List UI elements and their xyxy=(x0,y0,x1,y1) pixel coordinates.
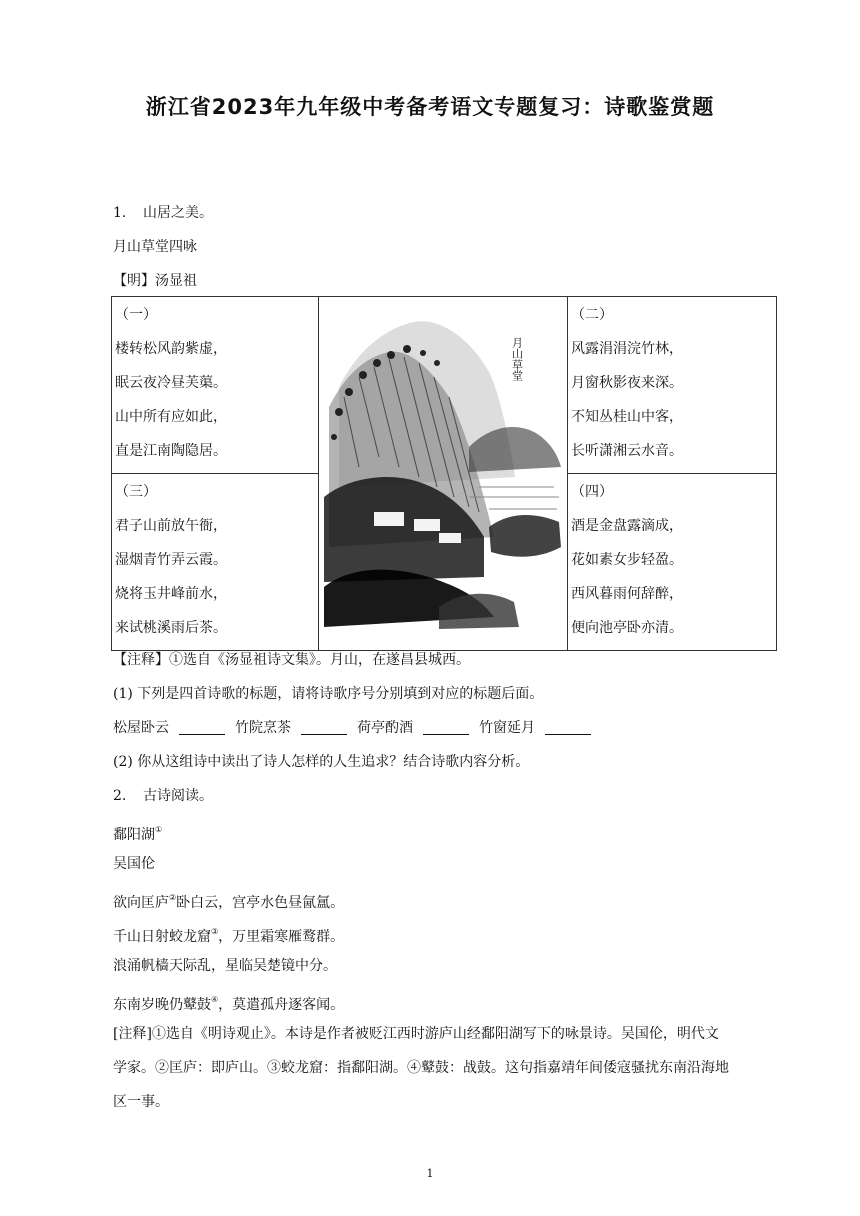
poem-line: 风露涓涓浣竹林， xyxy=(571,341,683,357)
title-blanks-row xyxy=(113,718,601,738)
annotation-note-line: [注释]①选自《明诗观止》。本诗是作者被贬江西时游庐山经鄱阳湖写下的咏景诗。吴国伦，明代文 xyxy=(113,1026,719,1042)
poem-cell-3 xyxy=(112,474,319,651)
poem-line: 花如素女步轻盈。 xyxy=(571,552,683,568)
sub-question-2: (2) 你从这组诗中读出了诗人怎样的人生追求？结合诗歌内容分析。 xyxy=(113,754,530,770)
poem-line: 便向池亭卧亦清。 xyxy=(571,620,683,636)
question-text: 古诗阅读。 xyxy=(143,788,213,804)
footnote-marker: ① xyxy=(155,825,163,834)
question-1-prompt xyxy=(113,203,213,223)
poem-line xyxy=(113,888,344,913)
footnote-marker: ④ xyxy=(211,995,219,1004)
title-label: 松屋卧云 xyxy=(113,720,169,736)
poem-line-text: ，莫遣孤舟逐客闻。 xyxy=(218,997,345,1013)
painting-inscription: 月山草堂 xyxy=(510,337,524,381)
footnote-marker: ③ xyxy=(211,927,219,936)
poem-line: 来试桃溪雨后茶。 xyxy=(115,620,227,636)
poem-cell-4 xyxy=(568,474,777,651)
poem-heading: （二） xyxy=(571,307,613,323)
poem-title: 月山草堂四咏 xyxy=(113,239,197,255)
answer-blank[interactable] xyxy=(301,720,347,735)
annotation-note: 【注释】①选自《汤显祖诗文集》。月山，在遂昌县城西。 xyxy=(113,652,470,668)
poem-line: 酒是金盘露滴成， xyxy=(571,518,683,534)
poem-line: 月窗秋影夜来深。 xyxy=(571,375,683,391)
poem-line: 直是江南陶隐居。 xyxy=(115,443,227,459)
answer-blank[interactable] xyxy=(545,720,591,735)
landscape-painting xyxy=(319,297,568,651)
poem-title-text: 鄱阳湖 xyxy=(113,827,155,843)
title-label: 竹院烹茶 xyxy=(235,720,291,736)
poem-line-text: 欲向匡庐 xyxy=(113,895,169,911)
question-number: 2. xyxy=(113,788,127,804)
poem-line-text: 千山日射蛟龙窟 xyxy=(113,929,211,945)
poem-line: 山中所有应如此， xyxy=(115,409,227,425)
poem-line: 湿烟青竹弄云霞。 xyxy=(115,552,227,568)
sub-question-1: (1) 下列是四首诗歌的标题，请将诗歌序号分别填到对应的标题后面。 xyxy=(113,686,544,702)
page-number: 1 xyxy=(426,1167,434,1180)
annotation-note-line: 学家。②匡庐：即庐山。③蛟龙窟：指鄱阳湖。④鼙鼓：战鼓。这句指嘉靖年间倭寇骚扰东南沿海地 xyxy=(113,1060,729,1076)
landscape-painting-svg xyxy=(319,297,568,643)
poem-heading: （四） xyxy=(571,484,613,500)
poem-heading: （三） xyxy=(115,484,157,500)
footnote-marker: ② xyxy=(169,893,177,902)
poem-line: 楼转松风韵紫虚， xyxy=(115,341,227,357)
poem-line: 西风暮雨何辞醉， xyxy=(571,586,683,602)
answer-blank[interactable] xyxy=(179,720,225,735)
poem-line: 不知丛桂山中客， xyxy=(571,409,683,425)
poem-cell-2 xyxy=(568,297,777,474)
annotation-note-line: 区一事。 xyxy=(113,1094,169,1110)
poem-line: 君子山前放午衙， xyxy=(115,518,227,534)
answer-blank[interactable] xyxy=(423,720,469,735)
poem-line xyxy=(113,956,337,976)
title-label: 竹窗延月 xyxy=(479,720,535,736)
poem-author: 吴国伦 xyxy=(113,856,155,872)
poem-line: 眠云夜冷昼芙蕖。 xyxy=(115,375,227,391)
poem-line-text: 浪涌帆樯天际乱，星临吴楚镜中分。 xyxy=(113,958,337,974)
poem-line: 长听潇湘云水音。 xyxy=(571,443,683,459)
poem-author: 【明】汤显祖 xyxy=(113,273,197,289)
question-2-prompt xyxy=(113,786,213,806)
poem-cell-1 xyxy=(112,297,319,474)
poem-line-text: 卧白云，宫亭水色昼氤氲。 xyxy=(176,895,345,911)
poems-table xyxy=(111,296,777,651)
title-label: 荷亭酌酒 xyxy=(357,720,413,736)
question-number: 1. xyxy=(113,205,127,221)
poem-line xyxy=(113,922,344,947)
question-text: 山居之美。 xyxy=(143,205,213,221)
poem-line: 烧将玉井峰前水， xyxy=(115,586,227,602)
poem-line-text: 东南岁晚仍鼙鼓 xyxy=(113,997,211,1013)
poem-line-text: ，万里霜寒雁鹜群。 xyxy=(218,929,345,945)
page-title: 浙江省2023年九年级中考备考语文专题复习：诗歌鉴赏题 xyxy=(145,95,715,119)
poem-heading: （一） xyxy=(115,307,157,323)
poem-title xyxy=(113,820,162,845)
poem-line xyxy=(113,990,344,1015)
